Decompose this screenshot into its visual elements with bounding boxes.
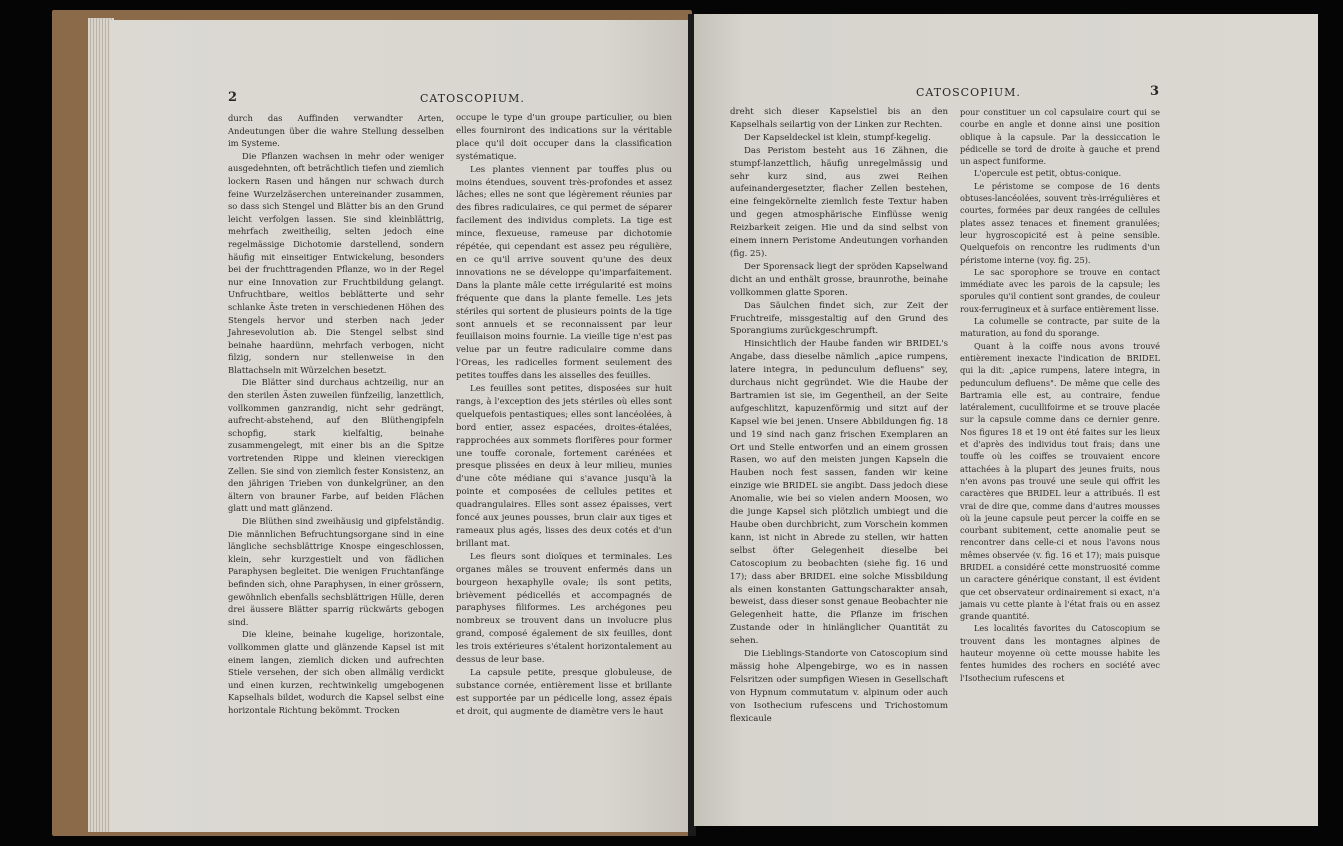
paragraph: Les feuilles sont petites, disposées sur huit rangs, à l'exception des jets stériles où elles sont quelquefois pentastiques; elles sont lancéolées, à bord entier, assez espacées, droites-étalées, rapprochées aux sommets florifères pour former une touffe coronale, fortement carénées et presque plissées en deux à leur milieu, munies d'une côte médiane qui s'avance jusqu'à la pointe et composées de cellules petites et quadrangulaires. Elles sont assez épaisses, vert foncé aux jeunes pousses, brun clair aux tiges et rameaux plus agés, lisses des deux cotés et d'un brillant mat.: [456, 384, 672, 549]
left-page: [110, 20, 690, 832]
paragraph: Le sac sporophore se trouve en contact immédiate avec les parois de la capsule; les sporules qu'il contient sont grandes, de couleur roux-ferrugineux et à surface entièrement lisse.: [960, 266, 1160, 314]
paragraph: Les plantes viennent par touffes plus ou moins étendues, souvent très-profondes et assez lâches; elles ne sont que légèrement réunies par des fibres radiculaires, ce qui permet de séparer facilement des individus complets. La tige est mince, flexueuse, rameuse par dichotomie répétée, qui cependant est assez peu régulière, en ce qu'il arrive souvent qu'une des deux innovations ne se développe qu'imparfaitement. Dans la plante mâle cette irrégularité est moins fréquente que dans la plante femelle. Les jets stériles qui sortent de plusieurs points de la tige sont annuels et se reconnaissent par leur feuillaison moins fournie. La vieille tige n'est pas velue par un feutre radiculaire comme dans l'Oreas, les radicelles forment seulement des petites touffes dans les aisselles des feuilles.: [456, 164, 672, 382]
paragraph: Die Blätter sind durchaus achtzeilig, nur an den sterilen Ästen zuweilen fünfzeilig, lanzettlich, vollkommen ganzrandig, nicht sehr gedrängt, aufrecht-abstehend, auf den Blüthengipfeln schopfig, stark kielfaltig, beinahe zusammengelegt, mit einer bis an die Spitze vortretenden Rippe und kleinen viereckigen Zellen. Sie sind von ziemlich fester Konsistenz, an den jährigen Trieben von dunkelgrüner, an den ältern von brauner Farbe, auf beiden Flächen glatt und matt glänzend.: [228, 377, 444, 514]
right-column-german: [730, 106, 948, 726]
right-page: [694, 14, 1318, 826]
paragraph: Hinsichtlich der Haube fanden wir BRIDEL's Angabe, dass dieselbe nämlich „apice rumpens, latere integra, in pedunculum defluens" sey, durchaus nicht gegründet. Wie die Haube der Bartramien ist sie, im Gegentheil, an der Seite aufgeschlitzt, kapuzenförmig und sitzt auf der Kapsel wie bei jenen. Unsere Abbildungen fig. 18 und 19 sind nach ganz frischen Exemplaren an Ort und Stelle entworfen und an einem grossen Rasen, wo auf den meisten jungen Kapseln die Hauben noch fest sassen, fanden wir keine einzige wie BRIDEL sie angibt. Dass jedoch diese Anomalie, wie bei so vielen andern Moosen, wo die junge Kapsel sich plötzlich umbiegt und die Haube oben durchbricht, zum Vorschein kommen kann, ist nicht in Abrede zu stellen, wir hatten selbst öfter Gelegenheit dieselbe bei Catoscopium zu beobachten (siehe fig. 16 und 17); dass aber BRIDEL eine solche Missbildung als einen konstanten Gattungscharakter ansah, beweist, dass dieser sonst genaue Beobachter nie Gelegenheit hatte, die Pflanze im frischen Zustande oder in hinlänglicher Quantität zu sehen.: [730, 339, 948, 647]
paragraph: Quant à la coiffe nous avons trouvé entièrement inexacte l'indication de BRIDEL qui la dit: „apice rumpens, latere integra, in pedunculum defluens". De même que celle des Bartramia elle est, au contraire, fendue latéralement, cucullifoirme et se trouve placée sur la capsule comme dans ce dernier genre. Nos figures 18 et 19 ont été faites sur les lieux et d'après des individus tout frais; dans une touffe où les coiffes se trouvaient encore attachées à la plupart des jeunes fruits, nous n'en avons pas trouvé une seule qui offrit les caractères que BRIDEL leur a attribués. Il est vrai de dire que, comme dans d'autres mousses où la jeune capsule peut percer la coiffe en se courbant subitement, cette anomalie peut se rencontrer dans celle-ci et nous l'avons nous mêmes observée (v. fig. 16 et 17); mais puisque BRIDEL a considéré cette monstruosité comme un caractere générique constant, il est évident que cet observateur ordinairement si exact, n'a jamais vu cette plante à l'état frais ou en assez grande quantité.: [960, 340, 1160, 622]
paragraph: Die Pflanzen wachsen in mehr oder weniger ausgedehnten, oft beträchtlich tiefen und ziemlich lockern Rasen und hängen nur schwach durch feine Wurzelzäserchen untereinander zusammen, so dass sich Stengel und Blätter bis an den Grund leicht verfolgen lassen. Sie sind kleinblättrig, mehrfach zweitheilig, selten jedoch eine regelmässige Dichotomie darstellend, sondern häufig mit einseitiger Entwickelung, besonders bei der fruchttragenden Pflanze, wo in der Regel nur eine Innovation zur Fruchtbildung gelangt. Unfruchtbare, weitlos beblätterte und sehr schlanke Äste treten in verschiedenen Höhen des Stengels hervor und sterben nach jeder Jahresevolution ab. Die Stengel selbst sind beinahe haardünn, mehrfach verbogen, nicht filzig, sondern nur stellenweise in den Blattachseln mit Würzelchen besetzt.: [228, 150, 444, 375]
paragraph: Das Säulchen findet sich, zur Zeit der Fruchtreife, missgestaltig auf den Grund des Sporangiums zurückgeschrumpft.: [730, 300, 948, 337]
paragraph: Die Lieblings-Standorte von Catoscopium sind mässig hohe Alpengebirge, wo es in nassen Felsritzen oder sumpfigen Wiesen in Gesellschaft von Hypnum commutatum v. alpinum oder auch von Isothecium rufescens und Trichostomum flexicaule: [730, 649, 948, 724]
paragraph: L'opercule est petit, obtus-conique.: [974, 168, 1122, 179]
paragraph: occupe le type d'un groupe particulier, ou bien elles fourniront des indications sur la véritable place qu'il doit occuper dans la classification systématique.: [456, 113, 672, 162]
running-header-right: CATOSCOPIUM.: [916, 86, 1021, 99]
paragraph: La columelle se contracte, par suite de la maturation, au fond du sporange.: [960, 316, 1160, 339]
paragraph: durch das Auffinden verwandter Arten, Andeutungen über die wahre Stellung desselben im Systeme.: [228, 113, 444, 149]
page-number-left: 2: [228, 90, 238, 105]
paragraph: Der Sporensack liegt der spröden Kapselwand dicht an und enthält grosse, braunrothe, beinahe vollkommen glatte Sporen.: [730, 261, 948, 298]
paragraph: dreht sich dieser Kapselstiel bis an den Kapselhals seilartig von der Linken zur Rechten.: [730, 107, 948, 130]
left-column-french: [456, 112, 672, 719]
paragraph: pour constituer un col capsulaire court qui se courbe en angle et donne ainsi une position oblique à la capsule. Par la dessiccation le pédicelle se tord de droite à gauche et prend un aspect funiforme.: [960, 107, 1160, 167]
paragraph: La capsule petite, presque globuleuse, de substance cornée, entièrement lisse et brillante est supportée par un pédicelle long, assez épais et droit, qui augmente de diamètre vers le haut: [456, 667, 672, 717]
paragraph: Les fleurs sont dioïques et terminales. Les organes mâles se trouvent enfermés dans un bourgeon hexaphylle ovale; ils sont petits, brièvement pédicellés et accompagnés de paraphyses filiformes. Les archégones peu nombreux se trouvent dans un involucre plus grand, composé également de six feuilles, dont les trois extérieures s'étalent horizontalement au dessus de leur base.: [456, 551, 672, 666]
paragraph: Les localités favorites du Catoscopium se trouvent dans les montagnes alpines de hauteur moyenne où cette mousse habite les fentes humides des rochers en société avec l'Isothecium rufescens et: [960, 623, 1160, 683]
paragraph: Der Kapseldeckel ist klein, stumpf-kegelig.: [744, 132, 931, 143]
paragraph: Das Peristom besteht aus 16 Zähnen, die stumpf-lanzettlich, häufig unregelmässig und sehr kurz sind, aus zwei Reihen aufeinandergesetzter, flacher Zellen bestehen, eine feingekörnelte ziemlich feste Textur haben und gegen atmosphärische Einflüsse wenig Reizbarkeit zeigen. Hie und da sind selbst von einem innern Peristome Andeutungen vorhanden (fig. 25).: [730, 145, 948, 259]
running-header-left: CATOSCOPIUM.: [420, 92, 525, 105]
right-column-french: [960, 106, 1160, 684]
paragraph: Le péristome se compose de 16 dents obtuses-lancéolées, souvent très-irrégulières et courtes, formées par deux rangées de cellules plates assez tenaces et finement granulées; leur hygroscopicité est à peine sensible. Quelquefois on rencontre les rudiments d'un péristome interne (voy. fig. 25).: [960, 180, 1160, 265]
left-column-german: [228, 112, 444, 717]
paragraph: Die Blüthen sind zweihäusig und gipfelständig. Die männlichen Befruchtungsorgane sind in eine längliche sechsblättrige Knospe eingeschlossen, klein, sehr kurzgestielt und von fädlichen Paraphysen begleitet. Die wenigen Fruchtanfänge befinden sich, ohne Paraphysen, in einer grössern, gewöhnlich ebenfalls sechsblättrigen Hülle, deren drei äussere Blätter sparrig rückwärts gebogen sind.: [228, 516, 444, 627]
page-number-right: 3: [1150, 84, 1160, 99]
paragraph: Die kleine, beinahe kugelige, horizontale, vollkommen glatte und glänzende Kapsel ist mit einem langen, ziemlich dicken und aufrechten Stiele versehen, der sich oben allmälig verdickt und einen kurzen, rechtwinkelig umgebogenen Kapselhals bildet, wodurch die Kapsel selbst eine horizontale Richtung bekömmt. Trocken: [228, 629, 444, 715]
